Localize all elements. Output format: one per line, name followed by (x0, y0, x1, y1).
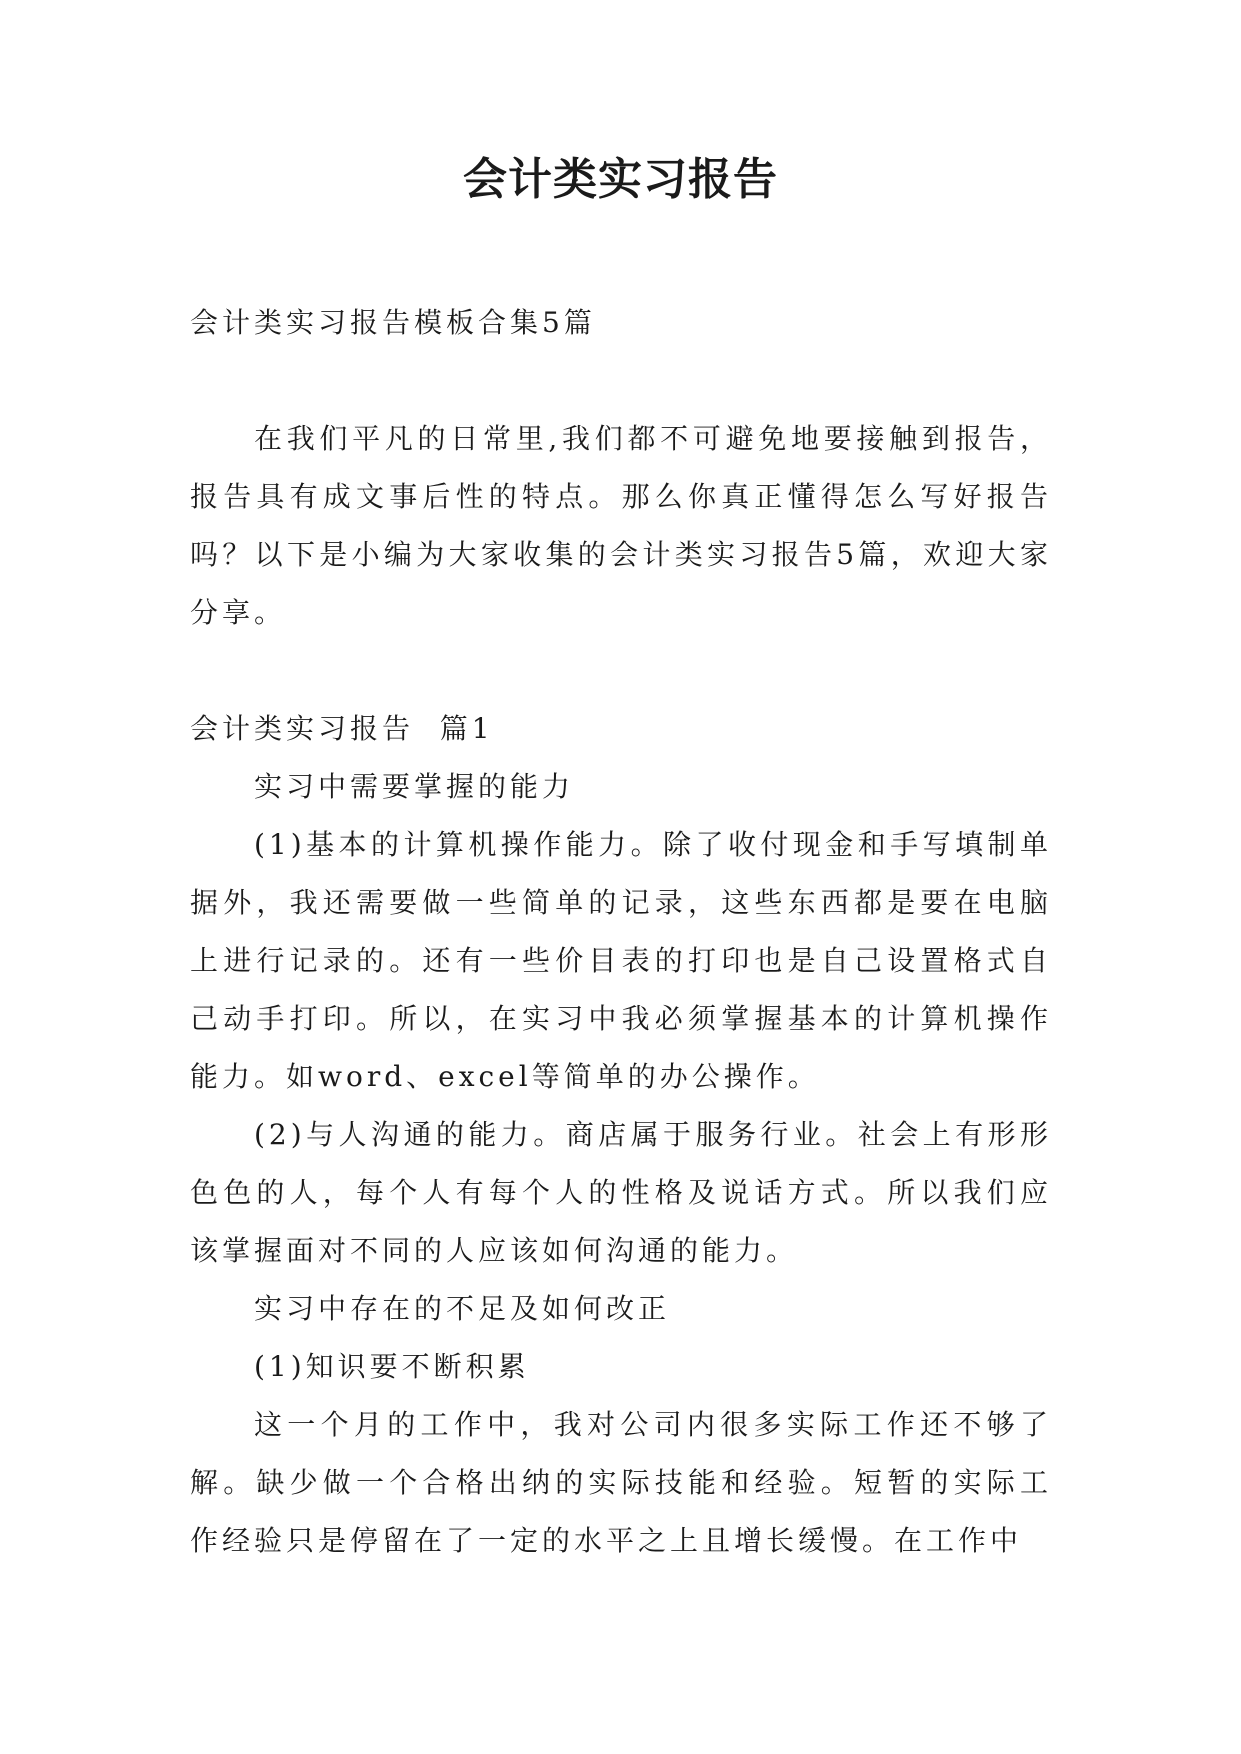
section-heading: 会计类实习报告 篇1 (190, 712, 494, 745)
spacer (190, 352, 1052, 410)
page-title: 会计类实习报告 (463, 154, 778, 205)
document-subtitle: 会计类实习报告模板合集5篇 (190, 306, 596, 339)
document-body (190, 294, 1052, 1570)
paragraph-skills-heading: 实习中需要掌握的能力 (254, 770, 575, 803)
paragraph-work-experience: 这一个月的工作中，我对公司内很多实际工作还不够了解。缺少做一个合格出纳的实际技能和经验。短暂的实际工作经验只是停留在了一定的水平之上且增长缓慢。在工作中 (190, 1408, 1052, 1557)
spacer (190, 642, 1052, 700)
paragraph-computer-skills: (1)基本的计算机操作能力。除了收付现金和手写填制单据外，我还需要做一些简单的记录，这些东西都是要在电脑上进行记录的。还有一些价目表的打印也是自己设置格式自己动手打印。所以，在实习中我必须掌握基本的计算机操作能力。如word、excel等简单的办公操作。 (190, 828, 1052, 1093)
intro-paragraph: 在我们平凡的日常里,我们都不可避免地要接触到报告，报告具有成文事后性的特点。那么你真正懂得怎么写好报告吗？以下是小编为大家收集的会计类实习报告5篇，欢迎大家分享。 (190, 422, 1052, 629)
paragraph-shortcomings-heading: 实习中存在的不足及如何改正 (254, 1292, 671, 1325)
paragraph-knowledge-heading: (1)知识要不断积累 (254, 1350, 530, 1383)
paragraph-communication-skills: (2)与人沟通的能力。商店属于服务行业。社会上有形形色色的人，每个人有每个人的性格及说话方式。所以我们应该掌握面对不同的人应该如何沟通的能力。 (190, 1118, 1052, 1267)
